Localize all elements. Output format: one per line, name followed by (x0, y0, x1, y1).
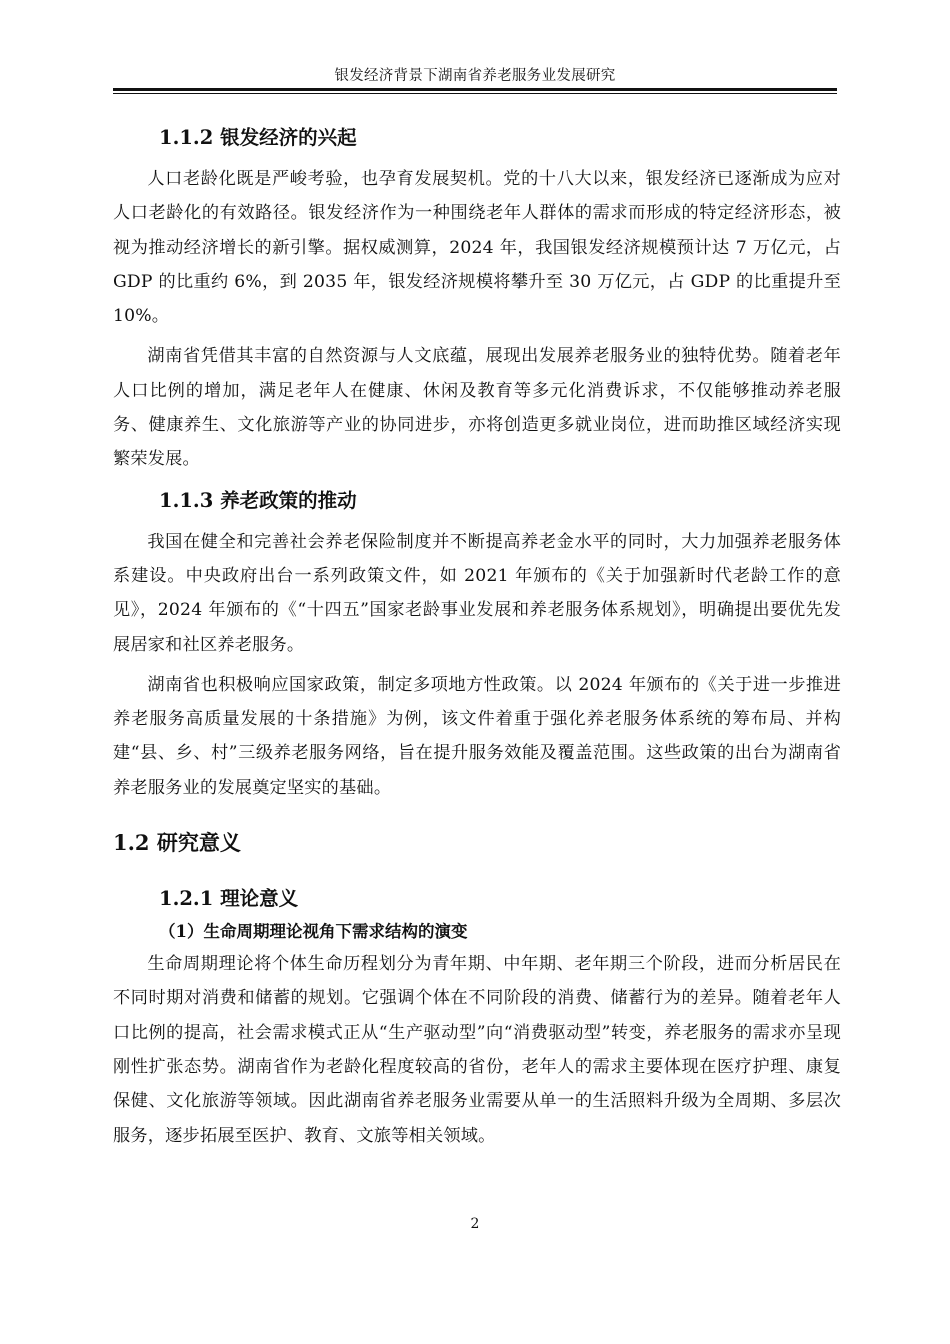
page-number: 2 (470, 1216, 480, 1232)
heading-1-2: 1.2 研究意义 (113, 830, 241, 856)
paragraph-national-policy: 我国在健全和完善社会养老保险制度并不断提高养老金水平的同时，大力加强养老服务体系建设。中央政府出台一系列政策文件，如 2021 年颁布的《关于加强新时代老龄工作的意见》，2024 年颁布的《“十四五”国家老龄事业发展和养老服务体系规划》，明确提出要优先发展居家和社区养老服务。 (113, 531, 841, 655)
paragraph-hunan-policy: 湖南省也积极响应国家政策，制定多项地方性政策。以 2024 年颁布的《关于进一步推进养老服务高质量发展的十条措施》为例，该文件着重于强化养老服务体系统的筹布局、并构建“县、乡、村”三级养老服务网络，旨在提升服务效能及覆盖范围。这些政策的出台为湖南省养老服务业的发展奠定坚实的基础。 (113, 674, 841, 798)
header-rule-thin (113, 93, 837, 94)
item-heading-life-cycle: （1）生命周期理论视角下需求结构的演变 (159, 922, 468, 942)
heading-1-1-2: 1.1.2 银发经济的兴起 (159, 126, 357, 149)
paragraph-hunan-advantage: 湖南省凭借其丰富的自然资源与人文底蕴，展现出发展养老服务业的独特优势。随着老年人口比例的增加，满足老年人在健康、休闲及教育等多元化消费诉求，不仅能够推动养老服务、健康养生、文化旅游等产业的协同进步，亦将创造更多就业岗位，进而助推区域经济实现繁荣发展。 (113, 346, 841, 470)
heading-1-1-3: 1.1.3 养老政策的推动 (159, 488, 357, 512)
paragraph-silver-economy-rise: 人口老龄化既是严峻考验，也孕育发展契机。党的十八大以来，银发经济已逐渐成为应对人口老龄化的有效路径。银发经济作为一种围绕老年人群体的需求而形成的特定经济形态，被视为推动经济增长的新引擎。据权威测算，2024 年，我国银发经济规模预计达 7 万亿元，占 GDP 的比重约 6%，到 2035 年，银发经济规模将攀升至 30 万亿元，占 GDP 的比重提升至 10%。 (113, 169, 841, 327)
heading-1-2-1: 1.2.1 理论意义 (159, 887, 299, 911)
document-body (113, 120, 841, 1153)
paragraph-life-cycle-theory: 生命周期理论将个体生命历程划分为青年期、中年期、老年期三个阶段，进而分析居民在不同时期对消费和储蓄的规划。它强调个体在不同阶段的消费、储蓄行为的差异。随着老年人口比例的提高，社会需求模式正从“生产驱动型”向“消费驱动型”转变，养老服务的需求亦呈现刚性扩张态势。湖南省作为老龄化程度较高的省份，老年人的需求主要体现在医疗护理、康复保健、文化旅游等领域。因此湖南省养老服务业需要从单一的生活照料升级为全周期、多层次服务，逐步拓展至医护、教育、文旅等相关领域。 (113, 954, 841, 1146)
running-header-title: 银发经济背景下湖南省养老服务业发展研究 (334, 68, 616, 84)
header-rule-thick (113, 88, 837, 91)
